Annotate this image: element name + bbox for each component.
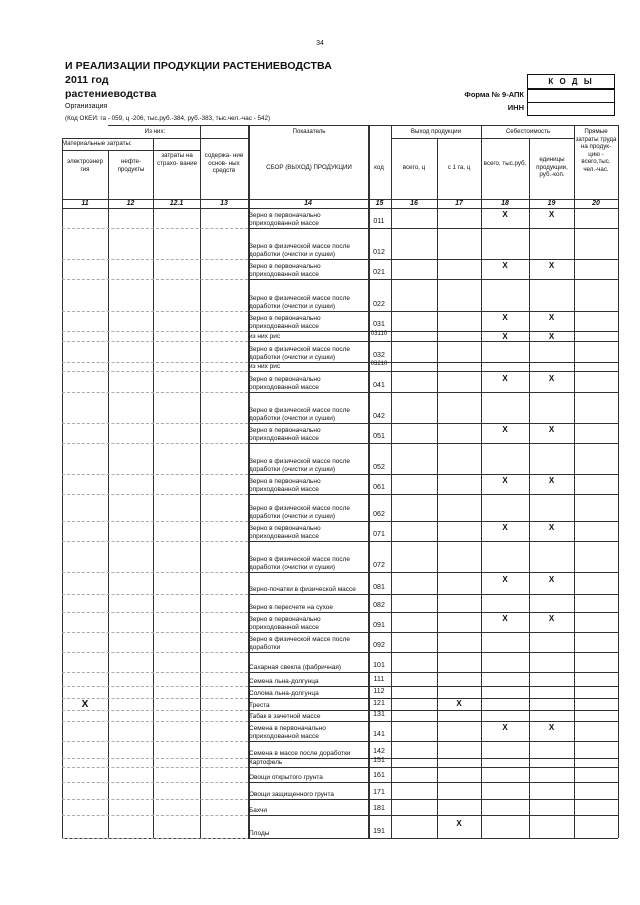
- row-label: Зерно в первоначально оприходованной массе: [249, 376, 321, 391]
- grid-line: [391, 652, 618, 653]
- col-13-header: содержа- ние основ- ных средств: [204, 152, 244, 174]
- dotted-rule: [62, 815, 248, 816]
- cross-mark: X: [502, 614, 508, 623]
- grid-line: [391, 721, 618, 722]
- dotted-rule: [62, 279, 248, 280]
- row-code: 012: [373, 249, 385, 256]
- row-code: 011: [373, 218, 385, 225]
- row-label: из них рис: [249, 363, 281, 370]
- row-code: 021: [373, 269, 385, 276]
- row-label: Овощи защищенного грунта: [249, 791, 335, 798]
- column-number: 14: [304, 200, 312, 207]
- row-label: Семена в первоначально оприходованной массе: [249, 725, 326, 740]
- row-code: 171: [373, 789, 385, 796]
- column-number: 12: [126, 200, 135, 207]
- dotted-rule: [62, 721, 248, 722]
- row-code: 031: [373, 321, 385, 328]
- inn-label: ИНН: [507, 103, 524, 112]
- row-label: Зерно в пересчете на сухое: [249, 604, 333, 611]
- grid-line: [391, 362, 618, 363]
- grid-line: [391, 612, 618, 613]
- grid-line: [574, 125, 575, 838]
- row-label: Семена в массе после доработки: [249, 750, 351, 757]
- row-label: Зерно в физической массе после доработки (очистки и сушки): [249, 556, 351, 571]
- grid-line: [391, 672, 618, 673]
- cross-mark: X: [502, 373, 508, 383]
- dotted-rule: [62, 652, 248, 653]
- row-label: Зерно в физической массе после доработки (очистки и сушки): [249, 505, 351, 520]
- grid-line: [391, 767, 618, 768]
- cross-mark: X: [548, 210, 555, 219]
- grid-line: [391, 710, 618, 711]
- row-label: Зерно в физической массе после доработки (очистки и сушки): [249, 346, 351, 361]
- cross-mark: X: [81, 699, 89, 710]
- dotted-rule: [62, 686, 248, 687]
- dotted-rule: [62, 341, 248, 342]
- column-number: 20: [592, 200, 600, 207]
- dotted-rule: [62, 259, 248, 260]
- row-label: Зерно в первоначально оприходованной массе: [249, 427, 321, 442]
- row-code: 151: [373, 757, 385, 764]
- grid-line: [391, 341, 618, 342]
- row-code: 071: [373, 531, 385, 538]
- cross-mark: X: [548, 332, 555, 341]
- cross-mark: X: [456, 699, 462, 708]
- grid-line: [200, 125, 201, 838]
- column-number: 12.1: [169, 200, 184, 207]
- form-title-line2: 2011 год: [65, 74, 109, 86]
- dotted-rule: [62, 758, 248, 759]
- organization-label: Организация: [65, 103, 108, 110]
- grid-line: [391, 632, 618, 633]
- grid-line: [391, 741, 618, 742]
- grid-line: [391, 371, 618, 372]
- row-label: Зерно в первоначально оприходованной массе: [249, 478, 321, 493]
- row-code: 072: [373, 562, 385, 569]
- dotted-rule: [62, 443, 248, 444]
- cross-mark: X: [456, 818, 462, 828]
- dotted-rule: [62, 331, 248, 332]
- cross-mark: X: [502, 425, 508, 434]
- grid-line: [153, 138, 154, 838]
- dotted-rule: [62, 594, 248, 595]
- dotted-rule: [62, 362, 248, 363]
- row-code: 121: [373, 700, 385, 707]
- dotted-rule: [62, 572, 248, 573]
- row-code: 131: [373, 711, 385, 718]
- row-label: Сахарная свекла (фабричная): [249, 664, 342, 671]
- dotted-rule: [62, 474, 248, 475]
- cross-mark: X: [548, 575, 555, 584]
- codes-header: К О Д Ы: [527, 74, 615, 89]
- cross-mark: X: [548, 313, 555, 322]
- grid-line: [391, 815, 618, 816]
- cross-mark: X: [502, 261, 508, 270]
- dotted-rule: [62, 741, 248, 742]
- grid-line: [391, 279, 618, 280]
- column-number: 15: [375, 200, 384, 207]
- row-label: Зерно в физической массе после доработки: [249, 636, 351, 651]
- unit-cost-header: единицы продукции, руб.-коп.: [536, 156, 568, 178]
- grid-line: [62, 150, 200, 151]
- row-label: Зерно в физической массе после доработки (очистки и сушки): [249, 295, 351, 310]
- grid-line: [391, 311, 618, 312]
- dotted-rule: [62, 423, 248, 424]
- row-code: 142: [373, 748, 385, 755]
- row-label: Зерно в физической массе после доработки (очистки и сушки): [249, 458, 351, 473]
- cross-mark: X: [548, 723, 555, 732]
- form-code-field[interactable]: [527, 89, 615, 103]
- row-label: из них рис: [249, 333, 281, 340]
- row-code: 161: [373, 772, 385, 779]
- total-c-header: всего, ц: [402, 164, 426, 171]
- cross-mark: X: [548, 425, 555, 434]
- column-number: 17: [455, 200, 463, 207]
- harvest-header: СБОР (ВЫХОД) ПРОДУКЦИИ: [266, 164, 352, 171]
- cost-total-header: всего, тыс.руб.: [483, 160, 527, 167]
- row-code: 032: [373, 352, 385, 359]
- form-title-line3: растениеводства: [65, 88, 157, 100]
- row-label: Зерно в первоначально оприходованной массе: [249, 616, 321, 631]
- cross-mark: X: [548, 373, 555, 383]
- grid-line: [391, 392, 618, 393]
- grid-line: [391, 521, 618, 522]
- cross-mark: X: [548, 476, 555, 485]
- grid-line: [391, 474, 618, 475]
- column-number: 18: [501, 200, 509, 207]
- grid-line: [391, 686, 618, 687]
- grid-line: [62, 138, 248, 139]
- dotted-rule: [62, 228, 248, 229]
- cross-mark: X: [502, 332, 508, 341]
- row-code: 141: [373, 731, 385, 738]
- dotted-rule: [62, 311, 248, 312]
- cross-mark: X: [548, 261, 555, 270]
- output-header: Выход продукции: [410, 128, 462, 135]
- material-costs-header: Материальные затраты:: [62, 140, 132, 147]
- row-code: 051: [373, 433, 385, 440]
- grid-line: [437, 138, 438, 838]
- row-code: 191: [373, 828, 385, 835]
- grid-line: [248, 838, 391, 839]
- row-code: 082: [373, 602, 385, 609]
- row-code: 041: [373, 382, 385, 389]
- page-number: 34: [316, 40, 324, 47]
- labor-header: Прямые затраты труда на продук- цию - всего,тыс. чел.-час.: [575, 128, 617, 173]
- dotted-rule: [62, 710, 248, 711]
- grid-line: [62, 138, 63, 838]
- dotted-rule: [62, 782, 248, 783]
- dotted-rule: [62, 521, 248, 522]
- cross-mark: X: [502, 313, 508, 322]
- iz-nih-header: Из них:: [144, 128, 166, 135]
- row-label: Зерно в физической массе после доработки (очистки и сушки): [249, 407, 351, 422]
- col-12-1-header: затраты на страхо- вание: [156, 152, 198, 167]
- row-code: 101: [373, 662, 385, 669]
- col-11-header: электроэнер гия: [66, 158, 104, 173]
- row-code: 061: [373, 484, 385, 491]
- grid-line: [391, 443, 618, 444]
- column-number: 11: [81, 200, 89, 207]
- row-label: Семена льна-долгунца: [249, 678, 319, 685]
- dotted-rule: [62, 767, 248, 768]
- dotted-rule: [62, 494, 248, 495]
- dotted-rule: [62, 392, 248, 393]
- cost-header: Себестоимость: [505, 128, 551, 135]
- cross-mark: X: [502, 476, 508, 485]
- row-label: Плоды: [249, 830, 270, 837]
- dotted-rule: [62, 799, 248, 800]
- grid-line: [391, 799, 618, 800]
- grid-line: [391, 494, 618, 495]
- row-label: Зерно в первоначально оприходованной массе: [249, 212, 321, 227]
- row-label: Зерно-початки в физической массе: [249, 586, 356, 593]
- form-number-label: Форма № 9-АПК: [464, 90, 524, 99]
- cross-mark: X: [502, 523, 508, 532]
- row-label: Зерно в физической массе после доработки (очистки и сушки): [249, 243, 351, 258]
- cross-mark: X: [502, 210, 508, 219]
- row-code: 081: [373, 584, 385, 591]
- row-code: 111: [373, 676, 385, 683]
- row-label: Солома льна-долгунца: [249, 690, 319, 697]
- inn-field[interactable]: [527, 102, 615, 116]
- column-number: 16: [410, 200, 418, 207]
- row-label: Овощи открытого грунта: [249, 774, 323, 781]
- row-code: 03110: [370, 331, 388, 337]
- cross-mark: X: [548, 614, 555, 623]
- row-label: Зерно в первоначально оприходованной массе: [249, 525, 321, 540]
- dotted-rule: [62, 371, 248, 372]
- grid-line: [391, 125, 392, 838]
- grid-line: [391, 138, 574, 139]
- dotted-rule: [62, 541, 248, 542]
- row-code: 092: [373, 642, 385, 649]
- row-code: 181: [373, 805, 385, 812]
- indicator-header: Показатель: [292, 128, 326, 135]
- row-label: Зерно в первоначально оприходованной массе: [249, 263, 321, 278]
- row-code: 03210: [370, 361, 388, 367]
- dotted-rule: [62, 672, 248, 673]
- grid-line: [62, 199, 618, 200]
- col-12-header: нефте- продукты: [117, 158, 145, 173]
- row-code: 052: [373, 464, 385, 471]
- column-number: 19: [547, 200, 556, 207]
- code-header: код: [374, 164, 384, 171]
- row-code: 062: [373, 511, 385, 518]
- row-code: 091: [373, 622, 385, 629]
- per-ha-header: с 1 га, ц: [447, 164, 471, 171]
- okei-note: (Код ОКЕИ: га - 059, ц -206, тыс.руб.-384, руб.-383, тыс.чел.-час - 542): [65, 115, 271, 122]
- row-label: Бахчи: [249, 807, 268, 814]
- row-label: Зерно в первоначально оприходованной массе: [249, 315, 321, 330]
- grid-line: [618, 125, 619, 838]
- grid-line: [391, 541, 618, 542]
- cross-mark: X: [502, 575, 508, 584]
- grid-line: [391, 259, 618, 260]
- row-code: 022: [373, 301, 385, 308]
- grid-line: [391, 758, 618, 759]
- row-label: Картофель: [249, 759, 283, 766]
- cross-mark: X: [502, 723, 508, 732]
- grid-line: [391, 838, 618, 839]
- row-label: Треста: [249, 702, 270, 709]
- grid-line: [391, 698, 618, 699]
- dotted-rule: [62, 632, 248, 633]
- grid-line: [391, 594, 618, 595]
- row-code: 042: [373, 413, 385, 420]
- dotted-rule: [62, 838, 248, 839]
- dotted-rule: [62, 612, 248, 613]
- grid-line: [391, 782, 618, 783]
- form-title-line1: И РЕАЛИЗАЦИИ ПРОДУКЦИИ РАСТЕНИЕВОДСТВА: [65, 60, 332, 72]
- row-code: 112: [373, 688, 385, 695]
- grid-line: [529, 138, 530, 838]
- grid-line: [391, 423, 618, 424]
- cross-mark: X: [548, 523, 555, 532]
- column-number: 13: [220, 200, 228, 207]
- grid-line: [391, 572, 618, 573]
- row-label: Табак в зачетной массе: [249, 713, 321, 720]
- grid-line: [108, 125, 618, 126]
- grid-line: [391, 228, 618, 229]
